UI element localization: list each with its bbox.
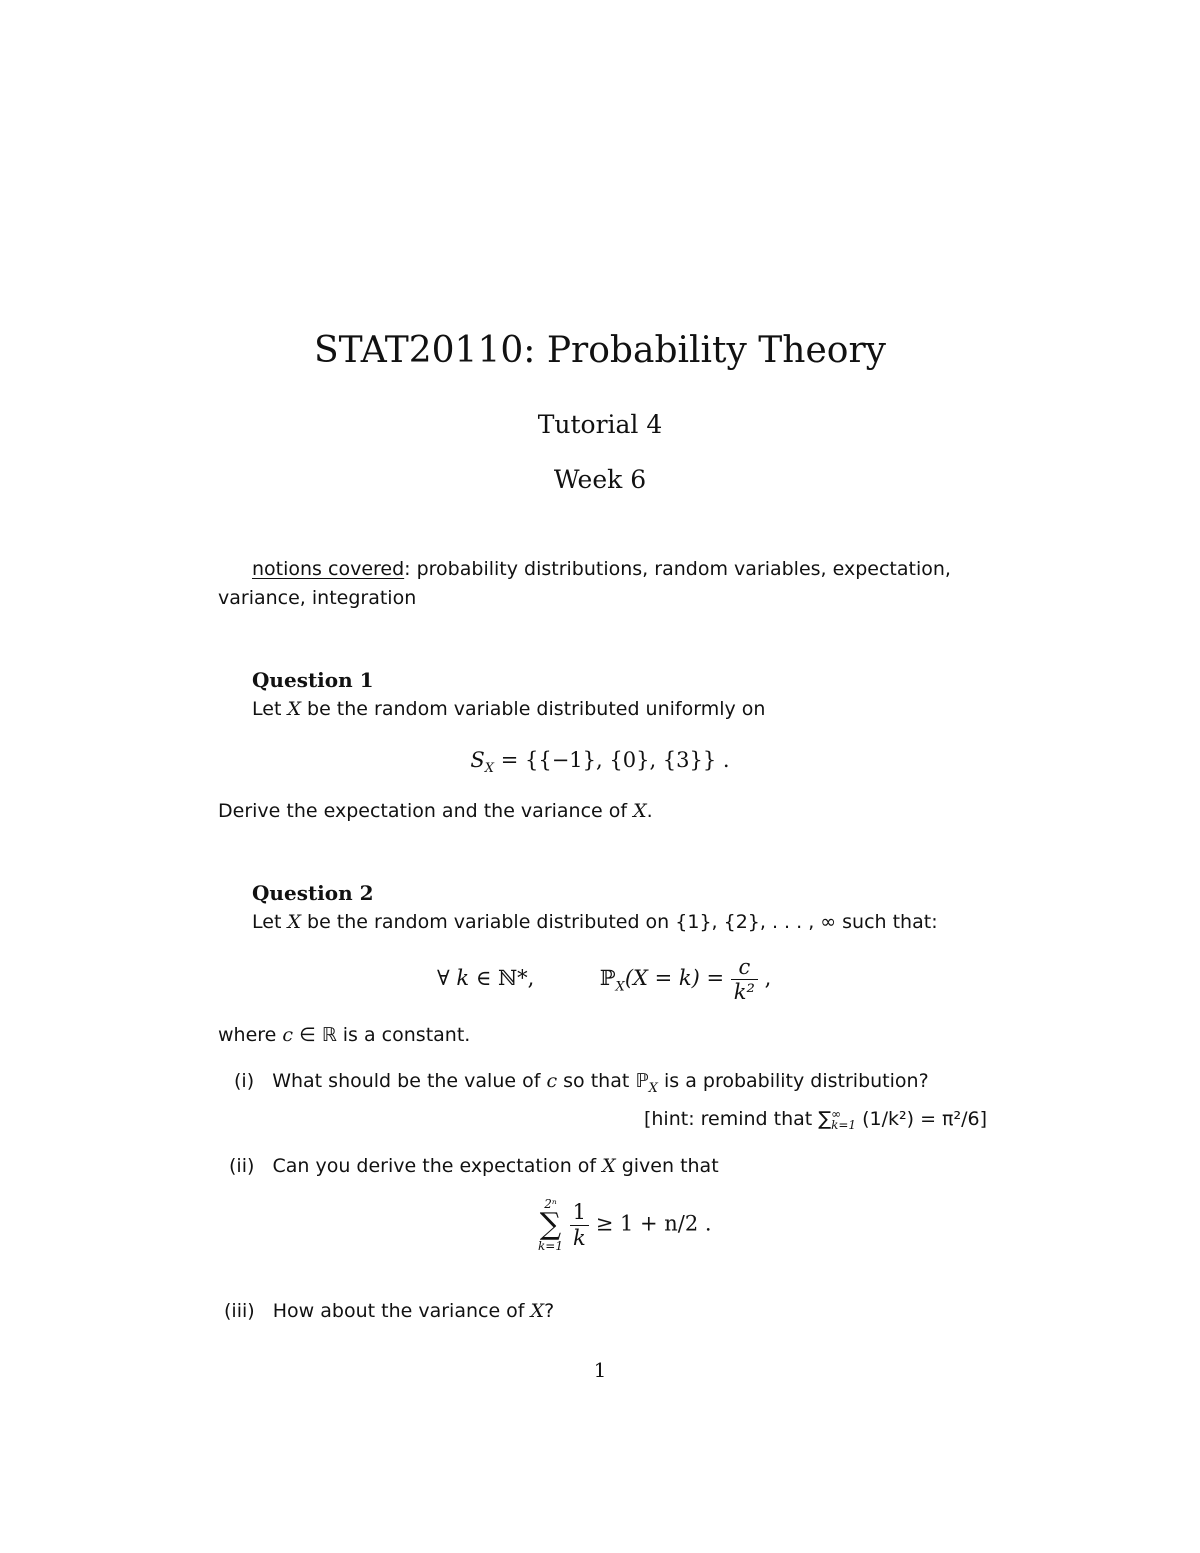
q2-in-naturals: ∈ ℕ*,: [469, 966, 535, 991]
hint-mid: (1/k²) = π²/6]: [856, 1108, 987, 1130]
question-1-intro: [252, 698, 765, 720]
part-iii-label: (iii): [224, 1300, 255, 1322]
q2-prob-symbol: ℙ: [599, 966, 616, 991]
part-iii-text-pre: How about the variance of: [272, 1300, 531, 1322]
q2-intro-pre: Let: [252, 911, 288, 933]
q1-formula-sub: X: [484, 761, 495, 777]
q1-formula-rhs: = {{−1}, {0}, {3}} .: [494, 748, 730, 772]
part-iii-var: X: [530, 1300, 545, 1322]
sum-operator: [538, 1198, 563, 1252]
part-i-prob-sub: X: [648, 1080, 658, 1096]
q2-intro-var: X: [287, 911, 301, 933]
question-2-intro: [252, 911, 938, 933]
question-2-where: [218, 1024, 470, 1046]
question-2-heading: Question 2: [252, 881, 374, 905]
part-ii-var: X: [602, 1155, 616, 1177]
part-iii: [224, 1300, 554, 1322]
part-i-text-pre: What should be the value of: [272, 1070, 547, 1092]
q2-forall: ∀: [437, 966, 457, 991]
notions-line-1: [252, 558, 951, 580]
part-ii: [229, 1155, 719, 1177]
notions-text-1: : probability distributions, random variables, expectation,: [404, 558, 951, 580]
q2-frac-num: c: [731, 955, 758, 980]
hint-limits: [831, 1106, 857, 1132]
sum-frac-den: k: [572, 1225, 586, 1250]
part-i-label: (i): [234, 1070, 255, 1092]
hint-pre: [hint: remind that: [643, 1108, 819, 1130]
q2-where-pre: where: [218, 1024, 283, 1046]
part-i-text-mid: so that: [557, 1070, 636, 1092]
hint-sub: k=1: [831, 1117, 857, 1132]
question-2-formula: [437, 955, 771, 1004]
q2-formula-end: ,: [757, 966, 772, 991]
q2-fraction: [731, 955, 758, 1004]
q1-intro-pre: Let: [252, 698, 288, 720]
sum-frac-num: 1: [570, 1200, 589, 1225]
part-i-c: c: [546, 1070, 558, 1092]
q1-task-var: X: [633, 800, 647, 822]
week-label: Week 6: [553, 465, 647, 494]
page-title: STAT20110: Probability Theory: [313, 330, 886, 371]
notions-line-2: variance, integration: [218, 587, 417, 609]
part-ii-label: (ii): [229, 1155, 255, 1177]
page-number: 1: [593, 1358, 607, 1382]
part-i-text-post: is a probability distribution?: [657, 1070, 929, 1092]
question-1-task: [218, 800, 653, 822]
sum-rhs: ≥ 1 + n/2 .: [589, 1211, 712, 1236]
notions-label: notions covered: [252, 558, 405, 580]
q2-prob-sub: X: [615, 979, 625, 995]
sum-sigma: ∑: [539, 1207, 562, 1242]
q1-task-post: .: [646, 800, 653, 822]
tutorial-label: Tutorial 4: [537, 410, 663, 439]
part-ii-text-pre: Can you derive the expectation of: [272, 1155, 603, 1177]
q2-intro-post: be the random variable distributed on {1}, {2}, . . . , ∞ such that:: [300, 911, 938, 933]
part-iii-text-post: ?: [544, 1300, 555, 1322]
part-i-prob-symbol: ℙ: [635, 1070, 649, 1092]
sum-lower-limit: k=1: [538, 1239, 563, 1253]
summation-formula: [538, 1198, 712, 1252]
question-1-formula: [0, 748, 1200, 776]
hint-sigma: ∑: [818, 1108, 832, 1130]
q1-intro-var: X: [287, 698, 301, 720]
part-ii-text-post: given that: [615, 1155, 719, 1177]
q2-where-c: c: [282, 1024, 294, 1046]
q1-task-pre: Derive the expectation and the variance of: [218, 800, 634, 822]
q2-formula-mid: (X = k) =: [624, 966, 731, 991]
q1-intro-post: be the random variable distributed uniformly on: [300, 698, 766, 720]
sum-upper-limit: 2ⁿ: [544, 1197, 557, 1211]
q2-k: k: [456, 966, 470, 991]
question-1-heading: Question 1: [252, 668, 374, 692]
q2-where-post: ∈ ℝ is a constant.: [293, 1024, 471, 1046]
part-i: [234, 1070, 929, 1096]
hint-line: [644, 1108, 987, 1130]
sum-fraction: [570, 1200, 589, 1249]
q2-frac-den: k²: [733, 980, 755, 1005]
q1-formula-set: S: [470, 748, 485, 772]
hint-sup: ∞: [831, 1106, 842, 1121]
